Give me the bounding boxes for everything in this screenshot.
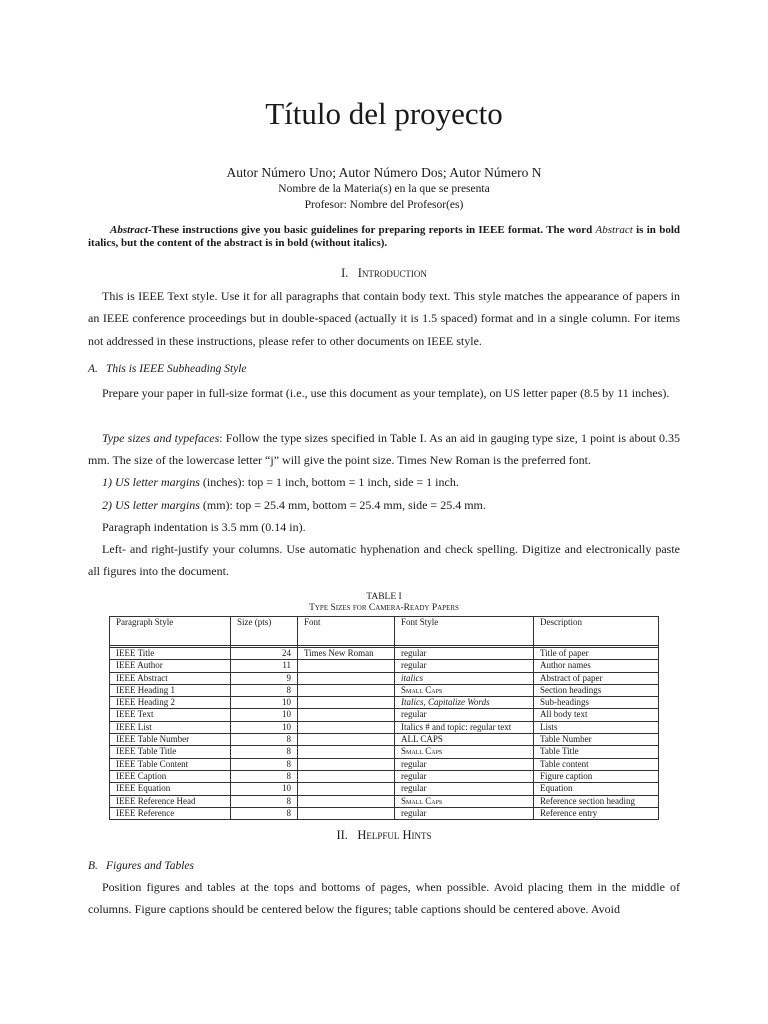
table-cell: regular <box>395 807 534 819</box>
subheading-title: This is IEEE Subheading Style <box>106 363 247 375</box>
table-cell: Italics # and topic: regular text <box>395 721 534 733</box>
table-row <box>110 660 659 672</box>
justify-paragraph: Left- and right-justify your columns. Use automatic hyphenation and check spelling. Digitize and electronically paste all figures into the document. <box>88 542 680 579</box>
table-cell: 10 <box>231 709 298 721</box>
section-number: I. <box>341 266 349 280</box>
table-cell <box>298 684 395 696</box>
table-cell: 9 <box>231 672 298 684</box>
table-cell: 10 <box>231 721 298 733</box>
table-cell: ALL CAPS <box>395 734 534 746</box>
table-cell <box>298 660 395 672</box>
table-cell: Small Caps <box>395 746 534 758</box>
table-cell <box>298 734 395 746</box>
table-cell: Times New Roman <box>298 648 395 660</box>
table-cell: IEEE Abstract <box>110 672 231 684</box>
table-cell: All body text <box>534 709 659 721</box>
subheading-label: B. <box>88 860 98 872</box>
table-cell: Small Caps <box>395 684 534 696</box>
table-cell: Equation <box>534 783 659 795</box>
table-row <box>110 770 659 782</box>
table-row <box>110 807 659 819</box>
table-row <box>110 684 659 696</box>
table-cell <box>298 758 395 770</box>
margins-inches-text: (inches): top = 1 inch, bottom = 1 inch, side = 1 inch. <box>199 475 459 489</box>
margins-mm-item <box>88 494 680 516</box>
table-cell <box>298 709 395 721</box>
table-row <box>110 758 659 770</box>
table-cell: Section headings <box>534 684 659 696</box>
table-cell: 10 <box>231 783 298 795</box>
table-cell: IEEE Reference Head <box>110 795 231 807</box>
table-cell: IEEE List <box>110 721 231 733</box>
indentation-paragraph: Paragraph indentation is 3.5 mm (0.14 in). <box>102 520 306 534</box>
type-sizes-lead: Type sizes and typefaces <box>102 431 220 445</box>
table-cell <box>298 795 395 807</box>
table-header-cell: Description <box>534 617 659 646</box>
table-cell: IEEE Table Title <box>110 746 231 758</box>
table-cell: Reference entry <box>534 807 659 819</box>
table-cell: IEEE Heading 1 <box>110 684 231 696</box>
table-cell: regular <box>395 770 534 782</box>
table-cell <box>298 746 395 758</box>
table-cell: regular <box>395 660 534 672</box>
table-row <box>110 697 659 709</box>
table-cell <box>298 672 395 684</box>
prepare-paragraph: Prepare your paper in full-size format (i.e., use this document as your template), on US letter paper (8.5 by 11 inches). <box>102 386 670 400</box>
table-cell: regular <box>395 648 534 660</box>
table-header-cell: Paragraph Style <box>110 617 231 646</box>
section-heading-introduction <box>0 265 768 281</box>
table-cell: regular <box>395 758 534 770</box>
table-cell: 8 <box>231 770 298 782</box>
table-cell: IEEE Text <box>110 709 231 721</box>
table-header-row <box>110 617 659 646</box>
author-list: Autor Número Uno; Autor Número Dos; Autor Número N <box>226 165 542 180</box>
table-cell: 8 <box>231 746 298 758</box>
table-row <box>110 721 659 733</box>
subheading-b <box>88 858 194 874</box>
subheading-title: Figures and Tables <box>106 860 194 872</box>
table-cell <box>298 721 395 733</box>
table-cell: 8 <box>231 684 298 696</box>
course-name: Nombre de la Materia(s) en la que se presenta <box>278 183 490 195</box>
table-cell: Italics, Capitalize Words <box>395 697 534 709</box>
table-cell <box>298 783 395 795</box>
table-cell: 10 <box>231 697 298 709</box>
table-title: Type Sizes for Camera-Ready Papers <box>309 603 459 613</box>
table-cell: regular <box>395 709 534 721</box>
table-cell <box>298 807 395 819</box>
table-cell <box>298 697 395 709</box>
table-cell: IEEE Heading 2 <box>110 697 231 709</box>
intro-paragraph: This is IEEE Text style. Use it for all paragraphs that contain body text. This style matches the appearance of papers in an IEEE conference proceedings but in double-spaced (actually it is 1.5 spaced) format and in a single column. For items not addressed in these instructions, please refer to other documents on IEEE style. <box>88 289 680 348</box>
table-number: TABLE I <box>366 592 402 602</box>
table-header-cell: Font <box>298 617 395 646</box>
table-row <box>110 746 659 758</box>
abstract-text-1: -These instructions give you basic guidelines for preparing reports in IEEE format. The word <box>147 224 596 236</box>
table-cell: Lists <box>534 721 659 733</box>
table-cell: IEEE Table Number <box>110 734 231 746</box>
table-cell: Sub-headings <box>534 697 659 709</box>
type-sizes-paragraph <box>88 427 680 472</box>
section-heading-helpful-hints <box>0 827 768 843</box>
type-sizes-text: : Follow the type sizes specified in Table I. As an aid in gauging type size, 1 point is about 0.35 mm. The size of the lowercase letter “j” will give the point size. Times New Roman is the preferred font. <box>88 431 680 468</box>
table-cell: 8 <box>231 734 298 746</box>
table-cell: Figure caption <box>534 770 659 782</box>
table-cell: Table Title <box>534 746 659 758</box>
table-cell: Reference section heading <box>534 795 659 807</box>
table-cell: Abstract of paper <box>534 672 659 684</box>
margins-mm-lead: 2) US letter margins <box>102 498 200 512</box>
margins-mm-text: (mm): top = 25.4 mm, bottom = 25.4 mm, side = 25.4 mm. <box>199 498 486 512</box>
table-cell: Small Caps <box>395 795 534 807</box>
table-cell: IEEE Equation <box>110 783 231 795</box>
table-cell: 8 <box>231 807 298 819</box>
table-row <box>110 648 659 660</box>
table-cell <box>298 770 395 782</box>
table-cell: IEEE Title <box>110 648 231 660</box>
table-cell: IEEE Caption <box>110 770 231 782</box>
table-cell: italics <box>395 672 534 684</box>
table-cell: Title of paper <box>534 648 659 660</box>
section-title: Helpful Hints <box>357 828 432 842</box>
table-row <box>110 734 659 746</box>
table-cell: 11 <box>231 660 298 672</box>
table-cell: IEEE Reference <box>110 807 231 819</box>
abstract-word: Abstract <box>595 224 633 236</box>
table-row <box>110 783 659 795</box>
professor-name: Profesor: Nombre del Profesor(es) <box>304 199 464 211</box>
table-cell: IEEE Author <box>110 660 231 672</box>
table-cell: regular <box>395 783 534 795</box>
table-cell: IEEE Table Content <box>110 758 231 770</box>
margins-inches-item <box>88 471 680 493</box>
table-header-cell: Size (pts) <box>231 617 298 646</box>
table-row <box>110 709 659 721</box>
paper-title: Título del proyecto <box>265 96 503 131</box>
table-cell: Table Number <box>534 734 659 746</box>
section-number: II. <box>336 828 348 842</box>
table-cell: Table content <box>534 758 659 770</box>
margins-inches-lead: 1) US letter margins <box>102 475 200 489</box>
subheading-a <box>88 361 247 377</box>
abstract-text-2: is in bold italics, but the content of the abstract is in bold (without italics). <box>88 224 680 249</box>
subheading-label: A. <box>88 363 98 375</box>
table-row <box>110 672 659 684</box>
type-sizes-table <box>109 616 659 820</box>
section-title: Introduction <box>357 266 427 280</box>
table-cell: 8 <box>231 795 298 807</box>
table-row <box>110 795 659 807</box>
table-cell: 8 <box>231 758 298 770</box>
figures-paragraph: Position figures and tables at the tops and bottoms of pages, when possible. Avoid placing them in the middle of columns. Figure captions should be centered below the figures; table captions should be centered above. Avoid <box>88 880 680 917</box>
table-cell: Author names <box>534 660 659 672</box>
abstract-label: Abstract <box>110 224 148 236</box>
table-header-cell: Font Style <box>395 617 534 646</box>
table-cell: 24 <box>231 648 298 660</box>
abstract <box>88 224 680 250</box>
